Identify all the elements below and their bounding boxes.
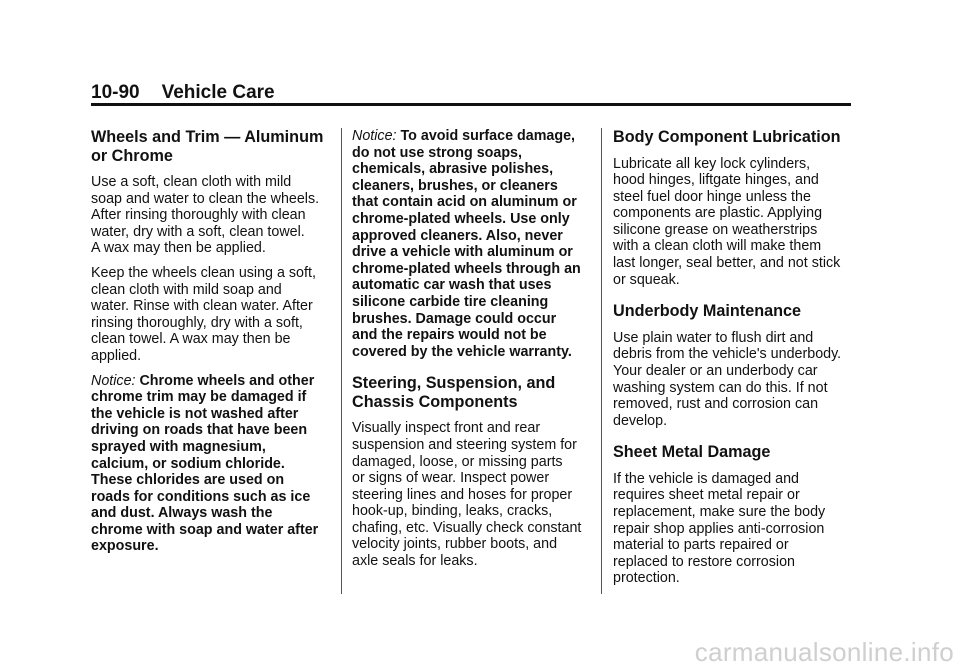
header-rule [91,103,851,106]
text-line: Use plain water to flush dirt and [613,329,814,346]
text-line: material to parts repaired or [613,537,789,554]
heading-wheels-trim [91,128,336,165]
notice-line: driving on roads that have been [91,422,308,439]
text-line: removed, rust and corrosion can [613,396,819,413]
notice-line: and the repairs would not be [352,327,547,344]
paragraph-wheels-1 [91,174,336,257]
text-line: water, dry with a soft, clean towel. [91,223,305,240]
text-line: clean towel. A wax may then be [91,331,291,348]
notice-label: Notice: [91,372,136,389]
notice-line: These chlorides are used on [91,472,285,489]
text-line: Lubricate all key lock cylinders, [613,155,811,172]
text-line: chafing, etc. Visually check constant [352,519,582,536]
notice-line: do not use strong soaps, [352,144,522,161]
paragraph-lubrication [613,156,863,289]
text-line: hood hinges, liftgate hinges, and [613,172,819,189]
text-line: hook-up, binding, leaks, cracks, [352,503,553,520]
text-line: After rinsing thoroughly with clean [91,207,306,224]
text-line: Your dealer or an underbody car [613,362,818,379]
notice-line: chrome trim may be damaged if [91,389,307,406]
text-line: replacement, make sure the body [613,504,826,520]
column-3 [613,128,863,595]
notice-line: calcium, or sodium chloride. [91,455,285,472]
heading-line: Wheels and Trim — Aluminum [91,128,324,146]
heading-sheet-metal: Sheet Metal Damage [613,443,771,462]
text-line: replaced to restore corrosion [613,553,795,570]
text-line: Use a soft, clean cloth with mild [91,174,292,190]
notice-line: cleaners, brushes, or cleaners [352,177,558,194]
text-line: rinsing thoroughly, dry with a soft, [91,314,303,331]
text-line: with a clean cloth will make them [613,238,822,255]
heading-body-lubrication: Body Component Lubrication [613,128,841,146]
notice-line: chrome-plated wheels through an [352,260,581,277]
text-line: A wax may then be applied. [91,240,266,257]
notice-line: automatic car wash that uses [352,277,552,294]
paragraph-wheels-2 [91,265,336,365]
text-line: last longer, seal better, and not stick [613,255,841,272]
column-divider-1 [341,128,342,594]
paragraph-sheet-metal [613,471,863,587]
notice-line: approved cleaners. Also, never [352,227,563,244]
text-line: Visually inspect front and rear [352,420,541,437]
notice-line: that contain acid on aluminum or [352,194,577,211]
text-line: applied. [91,347,142,364]
column-divider-2 [601,128,602,594]
text-line: If the vehicle is damaged and [613,470,799,487]
notice-first-line [352,128,597,145]
notice-line: roads for conditions such as ice [91,488,311,505]
heading-line: Steering, Suspension, and [352,374,556,393]
column-1 [91,128,336,563]
heading-line: Chassis Components [352,392,518,411]
notice-chrome [91,373,336,556]
text-line: repair shop applies anti-corrosion [613,520,825,537]
text-line: or signs of wear. Inspect power [352,470,550,487]
heading-underbody: Underbody Maintenance [613,302,801,321]
text-line: water. Rinse with clean water. After [91,298,313,315]
text-line: damaged, loose, or missing parts [352,453,563,470]
notice-line: chemicals, abrasive polishes, [352,161,554,178]
notice-line: covered by the vehicle warranty. [352,343,572,360]
notice-line: drive a vehicle with aluminum or [352,244,573,261]
text-line: debris from the vehicle's underbody. [613,346,842,363]
text-line: protection. [613,570,680,587]
notice-line: and dust. Always wash the [91,505,273,522]
page-header [91,82,851,104]
text-line: steel fuel door hinge unless the [613,188,811,205]
notice-line: exposure. [91,538,159,555]
notice-text: Chrome wheels and other [139,372,315,389]
notice-label: Notice: [352,128,397,144]
text-line: components are plastic. Applying [613,205,823,222]
text-line: or squeak. [613,271,680,288]
text-line: silicone grease on weatherstrips [613,221,818,238]
text-line: steering lines and hoses for proper [352,486,573,503]
heading-steering-suspension [352,374,597,411]
section-title: Vehicle Care [161,82,275,103]
text-line: washing system can do this. If not [613,379,828,396]
heading-line: or Chrome [91,146,173,165]
column-2 [352,128,597,578]
notice-text: To avoid surface damage, [400,128,576,144]
paragraph-steering [352,420,597,569]
text-line: develop. [613,412,668,429]
notice-line: brushes. Damage could occur [352,310,557,327]
notice-line: chrome with soap and water after [91,521,319,538]
watermark: carmanualsonline.info [694,637,954,667]
text-line: suspension and steering system for [352,436,577,453]
text-line: axle seals for leaks. [352,553,478,570]
notice-line: the vehicle is not washed after [91,405,299,422]
text-line: clean cloth with mild soap and [91,281,282,298]
page-number: 10-90 [91,82,140,103]
notice-line: chrome-plated wheels. Use only [352,210,570,227]
notice-first-line [91,373,336,390]
notice-line: silicone carbide tire cleaning [352,293,549,310]
text-line: Keep the wheels clean using a soft, [91,264,316,281]
text-line: soap and water to clean the wheels. [91,190,320,207]
notice-cleaners [352,128,597,360]
notice-line: sprayed with magnesium, [91,438,266,455]
text-line: requires sheet metal repair or [613,487,800,504]
paragraph-underbody [613,330,863,430]
text-line: velocity joints, rubber boots, and [352,536,558,553]
